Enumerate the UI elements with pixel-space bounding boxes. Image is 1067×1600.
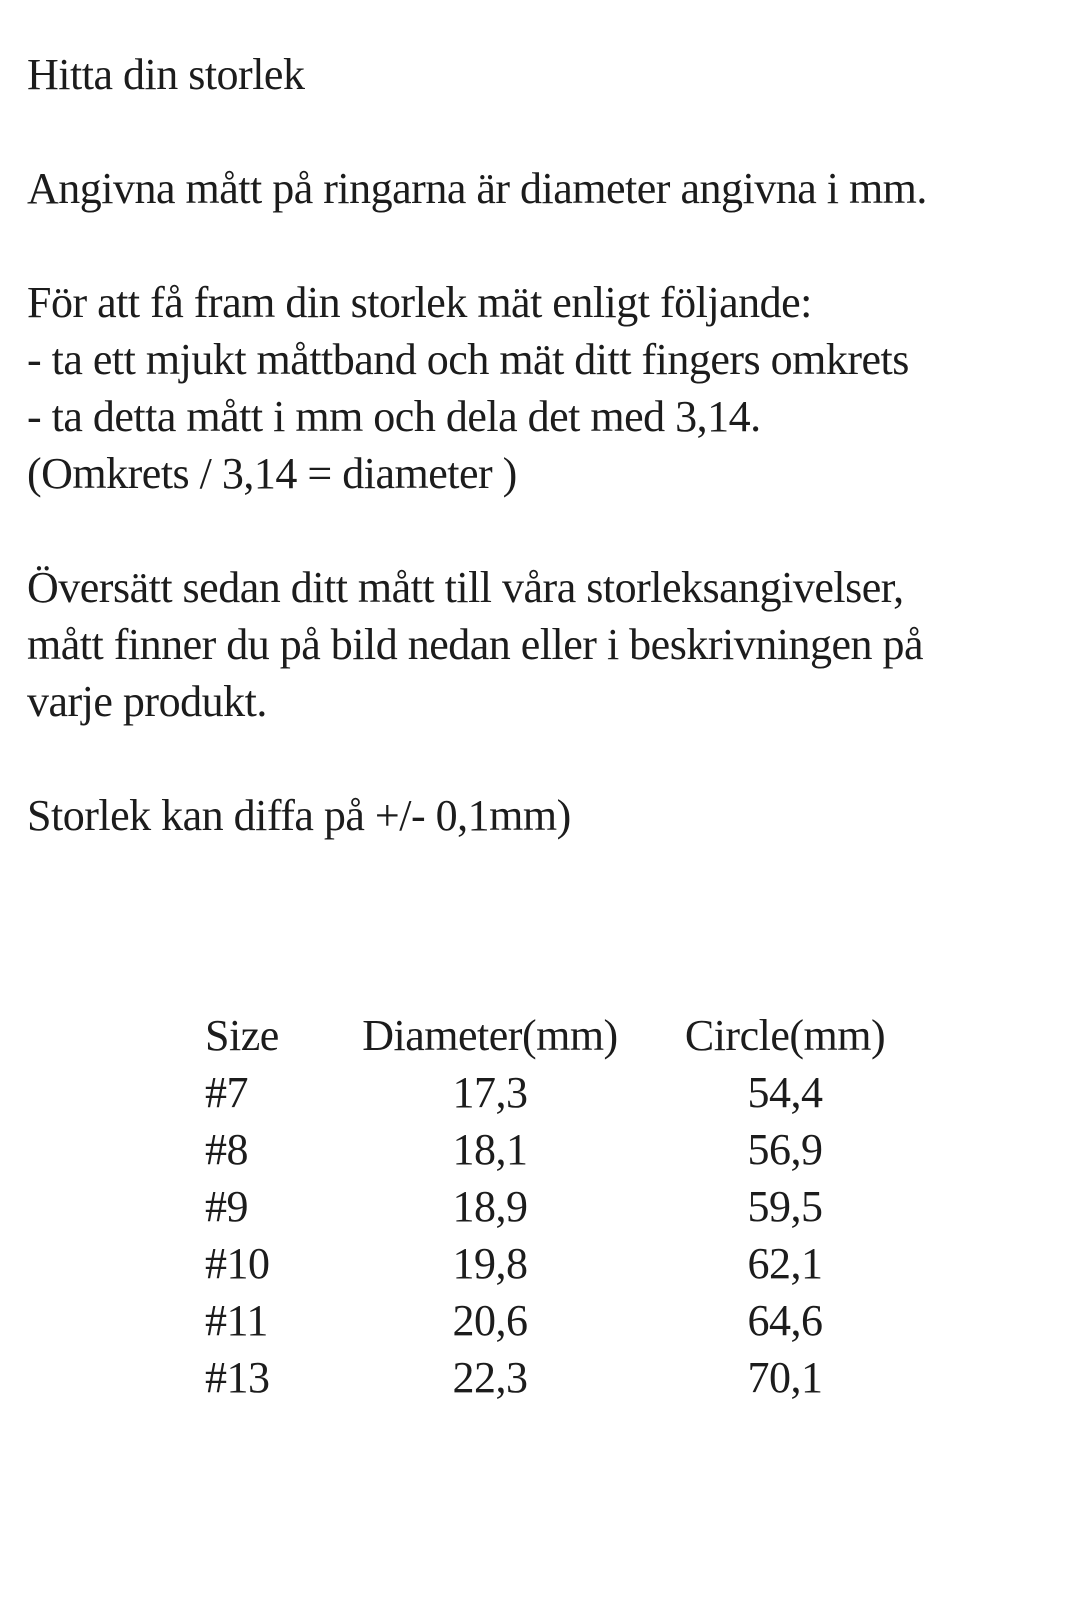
table-row-circle: 62,1: [747, 1239, 823, 1288]
table-row-circle: 54,4: [747, 1068, 823, 1117]
table-row-diameter: 18,9: [452, 1182, 528, 1231]
size-table: [205, 1007, 1047, 1406]
measuring-instructions: [27, 274, 1047, 502]
table-row-circle: 70,1: [747, 1353, 823, 1402]
table-row-diameter: 19,8: [452, 1239, 528, 1288]
table-row-diameter: 18,1: [452, 1125, 528, 1174]
diameter-formula: (Omkrets / 3,14 = diameter ): [27, 449, 517, 498]
size-table-header-size: Size: [205, 1011, 279, 1060]
table-row-size: #10: [205, 1239, 270, 1288]
translate-note: [27, 559, 1047, 730]
page-title: Hitta din storlek: [27, 50, 305, 99]
instruction-bullet-2: - ta detta mått i mm och dela det med 3,14.: [27, 392, 761, 441]
table-row-diameter: 20,6: [452, 1296, 528, 1345]
translate-note-line-2: mått finner du på bild nedan eller i beskrivningen på: [27, 620, 923, 669]
size-table-header-diameter: Diameter(mm): [362, 1011, 618, 1060]
table-row-size: #13: [205, 1353, 270, 1402]
table-row-size: #8: [205, 1125, 248, 1174]
table-row-circle: 59,5: [747, 1182, 823, 1231]
table-row-diameter: 17,3: [452, 1068, 528, 1117]
table-row-circle: 56,9: [747, 1125, 823, 1174]
size-table-header-circle: Circle(mm): [684, 1011, 886, 1060]
table-row-circle: 64,6: [747, 1296, 823, 1345]
translate-note-line-1: Översätt sedan ditt mått till våra storleksangivelser,: [27, 563, 904, 612]
table-row-diameter: 22,3: [452, 1353, 528, 1402]
instruction-bullet-1: - ta ett mjukt måttband och mät ditt fingers omkrets: [27, 335, 909, 384]
table-row-size: #7: [205, 1068, 248, 1117]
table-row-size: #11: [205, 1296, 268, 1345]
instructions-heading: För att få fram din storlek mät enligt följande:: [27, 278, 812, 327]
translate-note-line-3: varje produkt.: [27, 677, 267, 726]
tolerance-note: Storlek kan diffa på +/- 0,1mm): [27, 791, 571, 840]
intro-text: Angivna mått på ringarna är diameter angivna i mm.: [27, 164, 927, 213]
table-row-size: #9: [205, 1182, 248, 1231]
